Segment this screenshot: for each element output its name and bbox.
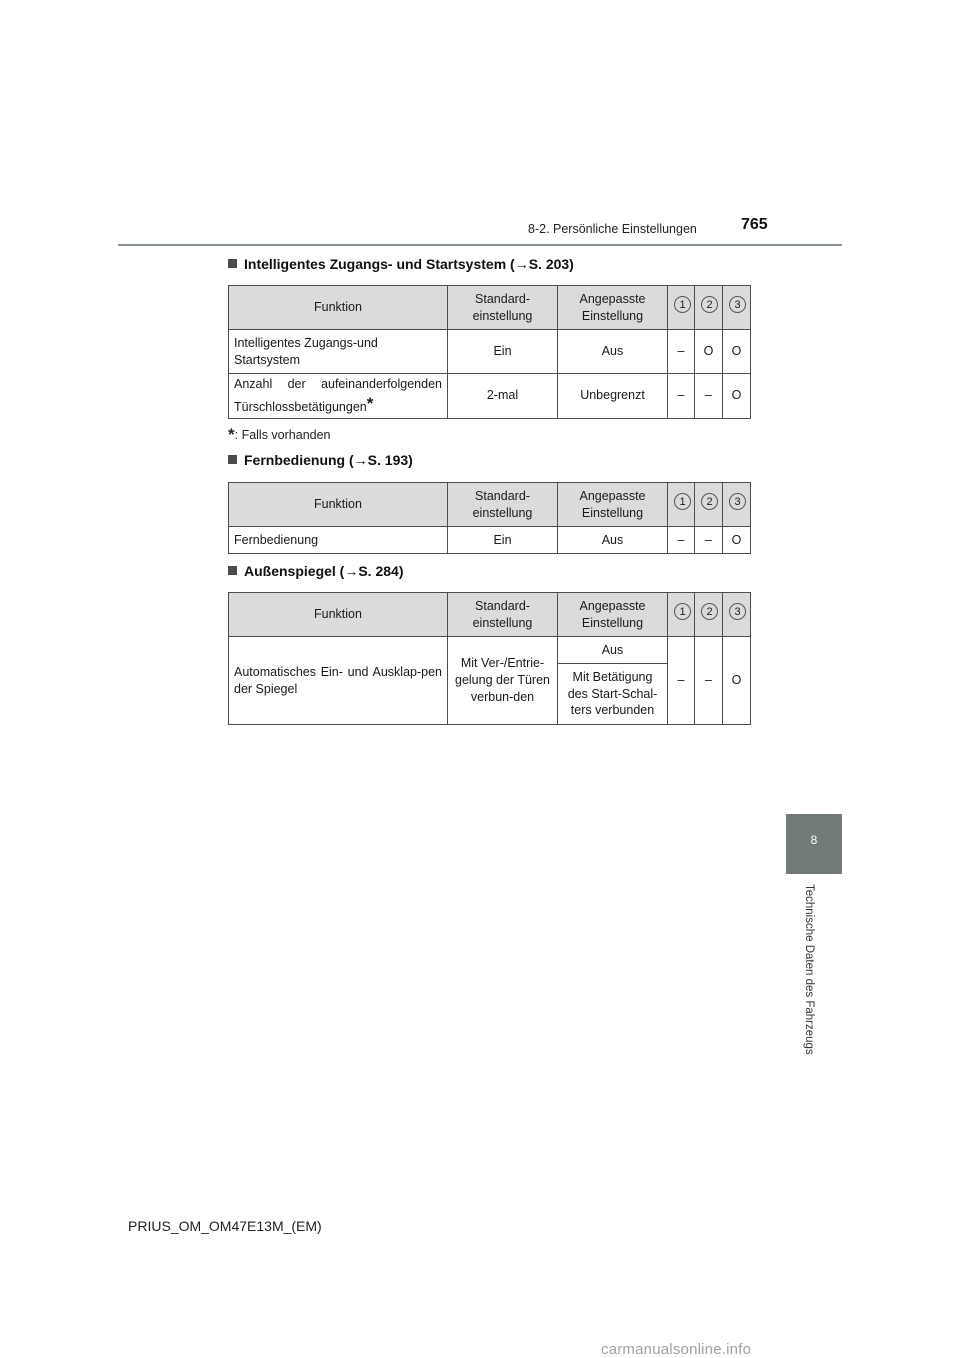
cell-c2: – [695, 527, 723, 554]
table-outside-mirrors [228, 592, 751, 725]
cell-c2: – [695, 374, 723, 419]
cell-custom: Aus [558, 330, 668, 374]
circled-number-2-icon: 2 [700, 492, 720, 512]
page-header [0, 0, 960, 250]
footnote-marker: * [228, 425, 235, 444]
table-row [229, 374, 751, 419]
cell-custom-alt: Mit Betätigung des Start-Schal-ters verbunden [558, 664, 668, 725]
cell-c2: O [695, 330, 723, 374]
cell-custom: Unbegrenzt [558, 374, 668, 419]
heading-text: Intelligentes Zugangs- und Startsystem (→S. 203) [244, 256, 574, 272]
col-circle-1 [668, 483, 695, 527]
square-bullet-icon [228, 259, 237, 268]
col-circle-3 [723, 286, 751, 330]
cell-function: Intelligentes Zugangs-und Startsystem [229, 330, 448, 374]
table-remote-control [228, 482, 751, 554]
col-default: Standard-einstellung [448, 286, 558, 330]
chapter-tab [786, 814, 842, 874]
page-number: 765 [741, 216, 768, 233]
col-circle-2 [695, 286, 723, 330]
cell-c1: – [668, 330, 695, 374]
circled-number-2-icon: 2 [700, 602, 720, 622]
cell-default: Ein [448, 330, 558, 374]
cell-custom: Aus [558, 527, 668, 554]
col-custom: Angepasste Einstellung [558, 483, 668, 527]
cell-function: Anzahl der aufeinanderfolgenden Türschlossbetätigungen* [229, 374, 448, 419]
cell-default: Ein [448, 527, 558, 554]
circled-number-3-icon: 3 [728, 492, 748, 512]
heading-text: Fernbedienung (→S. 193) [244, 452, 413, 468]
table-smart-entry [228, 285, 751, 419]
col-function: Funktion [229, 593, 448, 637]
col-circle-3 [723, 483, 751, 527]
col-circle-2 [695, 483, 723, 527]
col-default: Standard-einstellung [448, 593, 558, 637]
table-row [229, 527, 751, 554]
circled-number-1-icon: 1 [673, 492, 693, 512]
table-header-row [229, 593, 751, 637]
col-function: Funktion [229, 286, 448, 330]
circled-number-2-icon: 2 [700, 295, 720, 315]
cell-c1: – [668, 374, 695, 419]
document-code: PRIUS_OM_OM47E13M_(EM) [128, 1218, 322, 1234]
header-divider [118, 244, 842, 246]
cell-c3: O [723, 637, 751, 725]
col-circle-1 [668, 286, 695, 330]
footnote [228, 425, 331, 445]
section-title: 8-2. Persönliche Einstellungen [528, 222, 697, 236]
watermark: carmanualsonline.info [601, 1341, 752, 1358]
cell-default: 2-mal [448, 374, 558, 419]
col-default: Standard-einstellung [448, 483, 558, 527]
square-bullet-icon [228, 566, 237, 575]
col-circle-3 [723, 593, 751, 637]
cell-c1: – [668, 527, 695, 554]
heading-text: Außenspiegel (→S. 284) [244, 563, 404, 579]
heading-outside-mirrors [228, 563, 403, 579]
cell-c3: O [723, 330, 751, 374]
circled-number-1-icon: 1 [673, 295, 693, 315]
heading-remote-control [228, 452, 413, 468]
col-circle-2 [695, 593, 723, 637]
cell-default: Mit Ver-/Entrie-gelung der Türen verbun-den [448, 637, 558, 725]
circled-number-3-icon: 3 [728, 602, 748, 622]
cell-c3: O [723, 374, 751, 419]
square-bullet-icon [228, 455, 237, 464]
chapter-number: 8 [810, 833, 818, 847]
table-row [229, 637, 751, 664]
col-circle-1 [668, 593, 695, 637]
col-custom: Angepasste Einstellung [558, 593, 668, 637]
heading-smart-entry [228, 256, 574, 272]
cell-function: Fernbedienung [229, 527, 448, 554]
cell-custom: Aus [558, 637, 668, 664]
cell-function: Automatisches Ein- und Ausklap-pen der Spiegel [229, 637, 448, 725]
circled-number-3-icon: 3 [728, 295, 748, 315]
table-header-row [229, 286, 751, 330]
footnote-marker: * [366, 393, 374, 413]
circled-number-1-icon: 1 [673, 602, 693, 622]
cell-c2: – [695, 637, 723, 725]
cell-c3: O [723, 527, 751, 554]
chapter-label: Technische Daten des Fahrzeugs [803, 884, 815, 1055]
cell-c1: – [668, 637, 695, 725]
footnote-text: : Falls vorhanden [234, 428, 331, 442]
table-header-row [229, 483, 751, 527]
table-row [229, 330, 751, 374]
col-function: Funktion [229, 483, 448, 527]
col-custom: Angepasste Einstellung [558, 286, 668, 330]
